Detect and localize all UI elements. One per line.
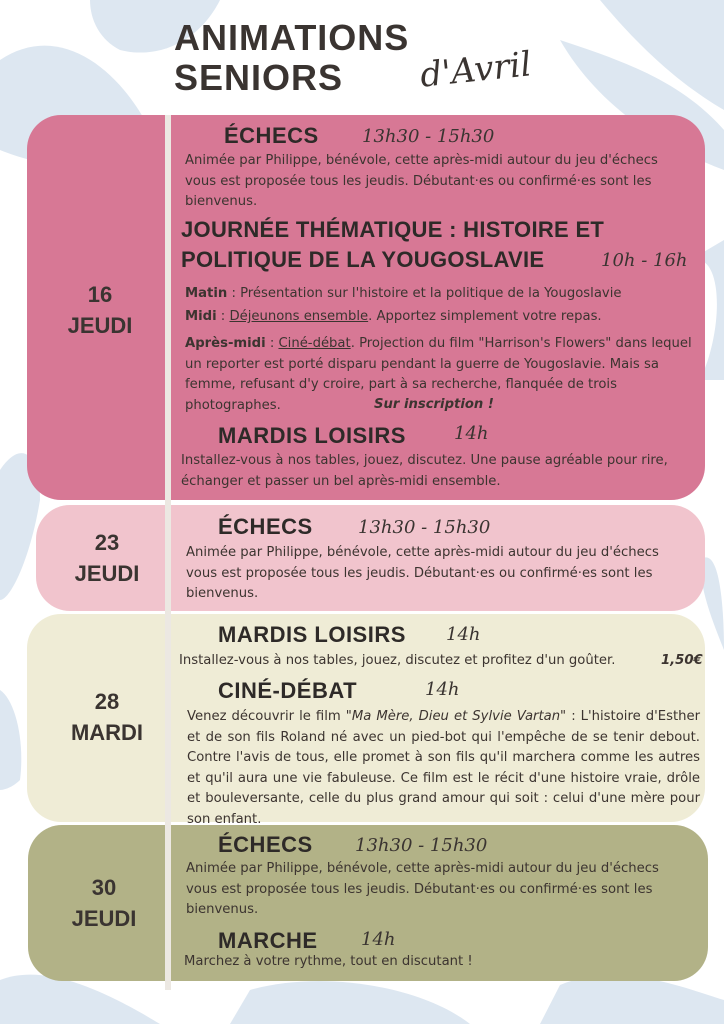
cine-text-pre: Venez découvrir le film (187, 709, 346, 724)
activity-description: Animée par Philippe, bénévole, cette après-midi autour du jeu d'échecs vous est proposée tous les jeudis. Débutant·es ou confirmé·es sont les bienvenus. (186, 545, 659, 601)
activity-title: ÉCHECS (218, 832, 313, 857)
activity-title: CINÉ-DÉBAT (218, 678, 358, 703)
day-label-23 (47, 527, 167, 589)
day-label-30 (44, 872, 164, 934)
page-subtitle: d'Avril (418, 44, 534, 96)
matin-label: Matin (185, 286, 228, 301)
activity-description: Animée par Philippe, bénévole, cette après-midi autour du jeu d'échecs vous est proposée tous les jeudis. Débutant·es ou confirmé·es sont les bienvenus. (185, 153, 658, 209)
title-line-1: ANIMATIONS (174, 17, 410, 58)
day-label-16 (40, 279, 160, 341)
price-tag: 1,50€ (661, 653, 703, 668)
midi-separator: : (216, 309, 230, 324)
theme-title-line-1: JOURNÉE THÉMATIQUE : HISTOIRE ET (181, 217, 605, 242)
activity-time: 14h (361, 929, 396, 950)
day-weekday: JEUDI (71, 906, 137, 931)
day-label-28 (47, 686, 167, 748)
inscription-note: Sur inscription ! (374, 397, 494, 412)
activity-description: Installez-vous à nos tables, jouez, discutez et profitez d'un goûter. (179, 653, 616, 668)
activity-time: 14h (446, 624, 481, 645)
activity-time: 13h30 - 15h30 (355, 835, 488, 856)
midi-link: Déjeunons ensemble (229, 309, 369, 324)
midi-text: . Apportez simplement votre repas. (368, 309, 602, 324)
theme-title-line-2: POLITIQUE DE LA YOUGOSLAVIE (181, 247, 545, 272)
vertical-divider (165, 115, 171, 990)
activity-title: ÉCHECS (224, 123, 319, 148)
activity-title: MARDIS LOISIRS (218, 423, 406, 448)
activity-time: 13h30 - 15h30 (358, 517, 491, 538)
day-weekday: JEUDI (74, 561, 140, 586)
day-weekday: MARDI (70, 720, 144, 745)
cine-text-post: : L'histoire d'Esther et de son fils Roland né avec un pied-bot qui l'empêche de se tenir debout. Contre l'avis de tous, elle promet à son fils qu'il marchera comme les autres et qu'il aura une vie fabuleuse. Ce film est le récit d'une histoire vraie, drôle et bouleversante, celle du plus grand amour qui soit : celui d'une mère pour son enfant. (187, 709, 701, 827)
am-separator: : (265, 336, 279, 351)
page-title (174, 18, 409, 98)
activity-title: ÉCHECS (218, 514, 313, 539)
activity-description: Marchez à votre rythme, tout en discutant ! (184, 954, 473, 969)
am-text: . Projection du film "Harrison's Flowers" dans lequel un reporter est porté disparu pendant la guerre de Yougoslavie. Mais sa femme, refusant d'y croire, part à sa recherche, flanquée de trois photographes. (185, 336, 692, 413)
activity-description: Animée par Philippe, bénévole, cette après-midi autour du jeu d'échecs vous est proposée tous les jeudis. Débutant·es ou confirmé·es sont les bienvenus. (186, 861, 659, 917)
activity-time: 14h (425, 679, 460, 700)
activity-description: Installez-vous à nos tables, jouez, discutez. Une pause agréable pour rire, échanger et passer un bel après-midi ensemble. (181, 453, 668, 489)
title-line-2: SENIORS (174, 57, 344, 98)
day-number: 23 (94, 530, 120, 555)
activity-time: 10h - 16h (601, 250, 688, 271)
am-label: Après-midi (185, 336, 266, 351)
theme-midi (185, 307, 602, 328)
activity-description (187, 707, 700, 830)
midi-label: Midi (185, 309, 217, 324)
activity-time: 13h30 - 15h30 (362, 126, 495, 147)
film-title: "Ma Mère, Dieu et Sylvie Vartan" (345, 709, 567, 724)
theme-matin (185, 284, 621, 305)
activity-title: MARDIS LOISIRS (218, 622, 406, 647)
matin-text: : Présentation sur l'histoire et la politique de la Yougoslavie (227, 286, 622, 301)
activity-time: 14h (454, 423, 489, 444)
day-weekday: JEUDI (67, 313, 133, 338)
day-number: 30 (91, 875, 117, 900)
day-number: 28 (94, 689, 120, 714)
day-number: 16 (87, 282, 113, 307)
activity-title: MARCHE (218, 928, 318, 953)
am-link: Ciné-débat (278, 336, 351, 351)
